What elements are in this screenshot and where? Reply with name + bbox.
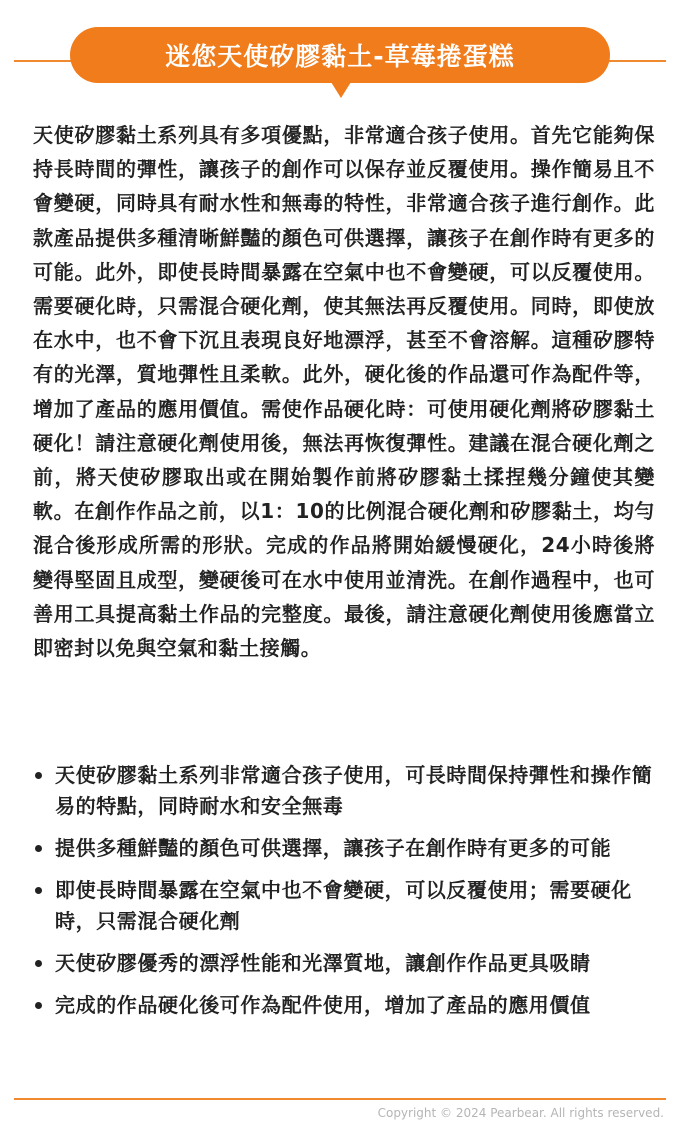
bullet-icon xyxy=(35,887,42,894)
feature-item xyxy=(33,760,655,822)
intro-paragraph: 天使矽膠黏土系列具有多項優點，非常適合孩子使用。首先它能夠保持長時間的彈性，讓孩子的創作可以保存並反覆使用。操作簡易且不會變硬，同時具有耐水性和無毒的特性，非常適合孩子進行創作。此款產品提供多種清晰鮮豔的顏色可供選擇，讓孩子在創作時有更多的可能。此外，即使長時間暴露在空氣中也不會變硬，可以反覆使用。需要硬化時，只需混合硬化劑，使其無法再反覆使用。同時，即使放在水中，也不會下沉且表現良好地漂浮，甚至不會溶解。這種矽膠特有的光澤，質地彈性且柔軟。此外，硬化後的作品還可作為配件等，增加了產品的應用價值。需使作品硬化時：可使用硬化劑將矽膠黏土硬化！請注意硬化劑使用後，無法再恢復彈性。建議在混合硬化劑之前，將天使矽膠取出或在開始製作前將矽膠黏土揉捏幾分鐘使其變軟。在創作作品之前，以1：10的比例混合硬化劑和矽膠黏土，均勻混合後形成所需的形狀。完成的作品將開始緩慢硬化，24小時後將變得堅固且成型，變硬後可在水中使用並清洗。在創作過程中，也可善用工具提高黏土作品的完整度。最後，請注意硬化劑使用後應當立即密封以免與空氣和黏土接觸。 xyxy=(33,123,655,661)
feature-item xyxy=(33,990,655,1021)
feature-text: 天使矽膠黏土系列非常適合孩子使用，可長時間保持彈性和操作簡易的特點，同時耐水和安全無毒 xyxy=(55,763,653,818)
page-title: 迷您天使矽膠黏土-草莓捲蛋糕 xyxy=(165,42,515,71)
feature-text: 即使長時間暴露在空氣中也不會變硬，可以反覆使用；需要硬化時，只需混合硬化劑 xyxy=(55,878,632,933)
feature-item xyxy=(33,875,655,937)
feature-list xyxy=(33,760,655,1032)
bullet-icon xyxy=(35,845,42,852)
feature-item xyxy=(33,948,655,979)
copyright-notice: Copyright © 2024 Pearbear. All rights reserved. xyxy=(377,1106,664,1120)
footer-divider xyxy=(14,1098,666,1100)
bullet-icon xyxy=(35,960,42,967)
feature-item xyxy=(33,833,655,864)
feature-text: 完成的作品硬化後可作為配件使用，增加了產品的應用價值 xyxy=(55,993,591,1017)
feature-text: 提供多種鮮豔的顏色可供選擇，讓孩子在創作時有更多的可能 xyxy=(55,836,612,860)
bullet-icon xyxy=(35,1002,42,1009)
title-banner-pointer xyxy=(331,82,351,98)
title-banner xyxy=(70,27,610,83)
bullet-icon xyxy=(35,772,42,779)
feature-text: 天使矽膠優秀的漂浮性能和光澤質地，讓創作作品更具吸睛 xyxy=(55,951,591,975)
